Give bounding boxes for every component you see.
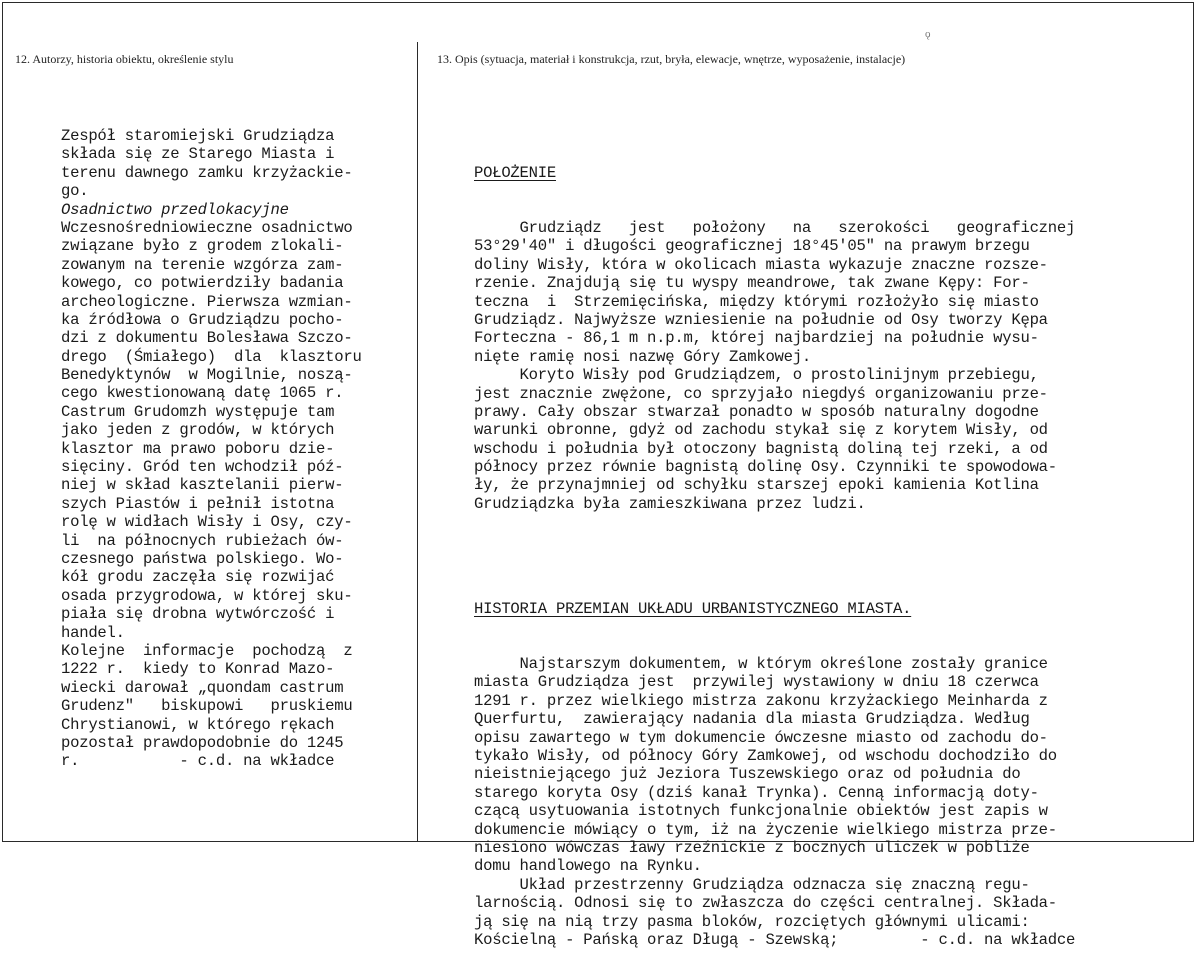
- text-line: Grudziądzka była zamieszkiwana przez ludzi.: [474, 494, 866, 513]
- text-line: rzenie. Znajdują się tu wyspy meandrowe, tak zwane Kępy: For-: [474, 274, 1030, 293]
- text-line: opisu zawartego w tym dokumencie ówczesne miasto od zachodu do-: [474, 728, 1048, 747]
- text-line: miasta Grudziądza jest przywilej wystawiony w dniu 18 czerwca: [474, 673, 1039, 692]
- text-line: północy przez równie bagnistą dolinę Osy. Czynniki te spowodowa-: [474, 458, 1057, 477]
- section-heading-historia: HISTORIA PRZEMIAN UKŁADU URBANISTYCZNEGO MIASTA.: [474, 599, 912, 618]
- section-historia-body: [474, 655, 1075, 949]
- text-line: 1222 r. kiedy to Konrad Mazo-: [61, 660, 335, 679]
- text-line: nieistniejącego już Jeziora Tuszewskiego oraz od południa do: [474, 765, 1021, 784]
- text-line: sięciny. Gród ten wchodził póź-: [61, 458, 344, 477]
- text-line: starego koryta Osy (dziś kanał Trynka). Cenną informacją doty-: [474, 783, 1039, 802]
- text-line: warunki obronne, gdyż od zachodu stykał się z korytem Wisły, od: [474, 421, 1048, 440]
- text-line: Osadnictwo przedlokacyjne: [61, 200, 289, 219]
- column-divider: [417, 42, 418, 842]
- text-line: Benedyktynów w Mogilnie, noszą-: [61, 366, 353, 385]
- text-line: Wczesnośredniowieczne osadnictwo: [61, 218, 353, 237]
- text-line: kowego, co potwierdziły badania: [61, 274, 344, 293]
- text-line: kół grodu zaczęła się rozwijać: [61, 568, 335, 587]
- text-line: Grudziądz jest położony na szerokości geograficznej: [474, 219, 1076, 238]
- text-line: Castrum Grudomzh występuje tam: [61, 402, 335, 421]
- text-line: Układ przestrzenny Grudziądza odznacza się znaczną regu-: [474, 875, 1030, 894]
- text-line: Chrystianowi, w którego rękach: [61, 715, 335, 734]
- text-line: teczna i Strzemięcińska, między którymi rozłożyło się miasto: [474, 292, 1039, 311]
- text-line: Koryto Wisły pod Grudziądzem, o prostolinijnym przebiegu,: [474, 366, 1039, 385]
- text-line: Forteczna - 86,1 m n.p.m, której najbardziej na południe wysu-: [474, 329, 1039, 348]
- text-line: wschodu i południa był otoczony bagnistą doliną tej rzeki, a od: [474, 439, 1048, 458]
- text-line: jest znacznie zwężone, co sprzyjało niegdyś organizowaniu prze-: [474, 384, 1048, 403]
- text-line: archeologiczne. Pierwsza wzmian-: [61, 292, 353, 311]
- text-line: zowanym na terenie wzgórza zam-: [61, 255, 344, 274]
- section-polozenie-body: [474, 219, 1075, 513]
- text-line: tykało Wisły, od północy Góry Zamkowej, od wschodu dochodziło do: [474, 747, 1057, 766]
- text-line: prawy. Cały obszar stwarzał ponadto w sposób naturalny dogodne: [474, 402, 1039, 421]
- text-line: li na północnych rubieżach ów-: [61, 531, 344, 550]
- text-line: dzi z dokumentu Bolesława Szczo-: [61, 329, 353, 348]
- text-line: Kościelną - Pańską oraz Długą - Szewską; - c.d. na wkładce: [474, 930, 1076, 949]
- text-line: niesiono wówczas ławy rzeźnickie z bocznych uliczek w pobliże: [474, 839, 1030, 857]
- text-line: Querfurtu, zawierający nadania dla miasta Grudziądza. Według: [474, 710, 1030, 729]
- text-line: larnością. Odnosi się to zwłaszcza do części centralnej. Składa-: [474, 894, 1057, 913]
- text-line: ją się na nią trzy pasma bloków, rozciętych głównymi ulicami:: [474, 912, 1030, 931]
- text-line: wiecki darował „quondam castrum: [61, 678, 344, 697]
- text-line: handel.: [61, 623, 125, 642]
- text-line: go.: [61, 182, 89, 201]
- text-line: Najstarszym dokumentem, w którym określone zostały granice: [474, 655, 1048, 674]
- text-line: dokumencie mówiący o tym, iż na życzenie wielkiego mistrza prze-: [474, 820, 1057, 839]
- text-line: jako jeden z grodów, w których: [61, 421, 335, 440]
- text-line: związane było z grodem zlokali-: [61, 237, 344, 256]
- handwritten-mark: ǫ: [925, 28, 931, 40]
- text-line: rolę w widłach Wisły i Osy, czy-: [61, 513, 353, 532]
- right-column-text: [474, 127, 1075, 968]
- right-column-header: 13. Opis (sytuacja, materiał i konstrukcja, rzut, bryła, elewacje, wnętrze, wyposażenie, instalacje): [437, 52, 906, 66]
- text-line: drego (Śmiałego) dla klasztoru: [61, 347, 362, 366]
- text-line: osada przygrodowa, w której sku-: [61, 586, 353, 605]
- text-line: ka źródłowa o Grudziądzu pocho-: [61, 310, 344, 329]
- text-line: 53°29'40" i długości geograficznej 18°45'05" na prawym brzegu: [474, 237, 1030, 256]
- text-line: Grudziądz. Najwyższe wzniesienie na południe od Osy tworzy Kępa: [474, 310, 1048, 329]
- text-line: składa się ze Starego Miasta i: [61, 145, 335, 164]
- left-column-text: [61, 127, 362, 771]
- text-line: klasztor ma prawo poboru dzie-: [61, 439, 335, 458]
- text-line: szych Piastów i pełnił istotna: [61, 494, 335, 513]
- text-line: czesnego państwa polskiego. Wo-: [61, 549, 344, 568]
- text-line: r. - c.d. na wkładce: [61, 752, 335, 771]
- text-line: Grudenz" biskupowi pruskiemu: [61, 697, 353, 716]
- text-line: ły, że przynajmniej od schyłku starszej epoki kamienia Kotlina: [474, 476, 1039, 495]
- text-line: domu handlowego na Rynku.: [474, 857, 702, 876]
- text-line: 1291 r. przez wielkiego mistrza zakonu krzyżackiego Meinharda z: [474, 691, 1048, 710]
- text-line: pozostał prawdopodobnie do 1245: [61, 733, 344, 752]
- text-line: Kolejne informacje pochodzą z: [61, 641, 353, 660]
- text-line: Zespół staromiejski Grudziądza: [61, 127, 335, 145]
- text-line: piała się drobna wytwórczość i: [61, 605, 335, 624]
- text-line: czącą usytuowania istotnych funkcjonalnie obiektów jest zapis w: [474, 802, 1048, 821]
- section-heading-polozenie: POŁOŻENIE: [474, 163, 556, 182]
- text-line: niej w skład kasztelanii pierw-: [61, 476, 344, 495]
- text-line: doliny Wisły, która w okolicach miasta wykazuje znaczne rozsze-: [474, 255, 1048, 274]
- text-line: terenu dawnego zamku krzyżackie-: [61, 163, 353, 182]
- text-line: nięte ramię nosi nazwę Góry Zamkowej.: [474, 347, 811, 366]
- text-line: cego kwestionowaną datę 1065 r.: [61, 384, 344, 403]
- left-column-header: 12. Autorzy, historia obiektu, określenie stylu: [15, 52, 234, 66]
